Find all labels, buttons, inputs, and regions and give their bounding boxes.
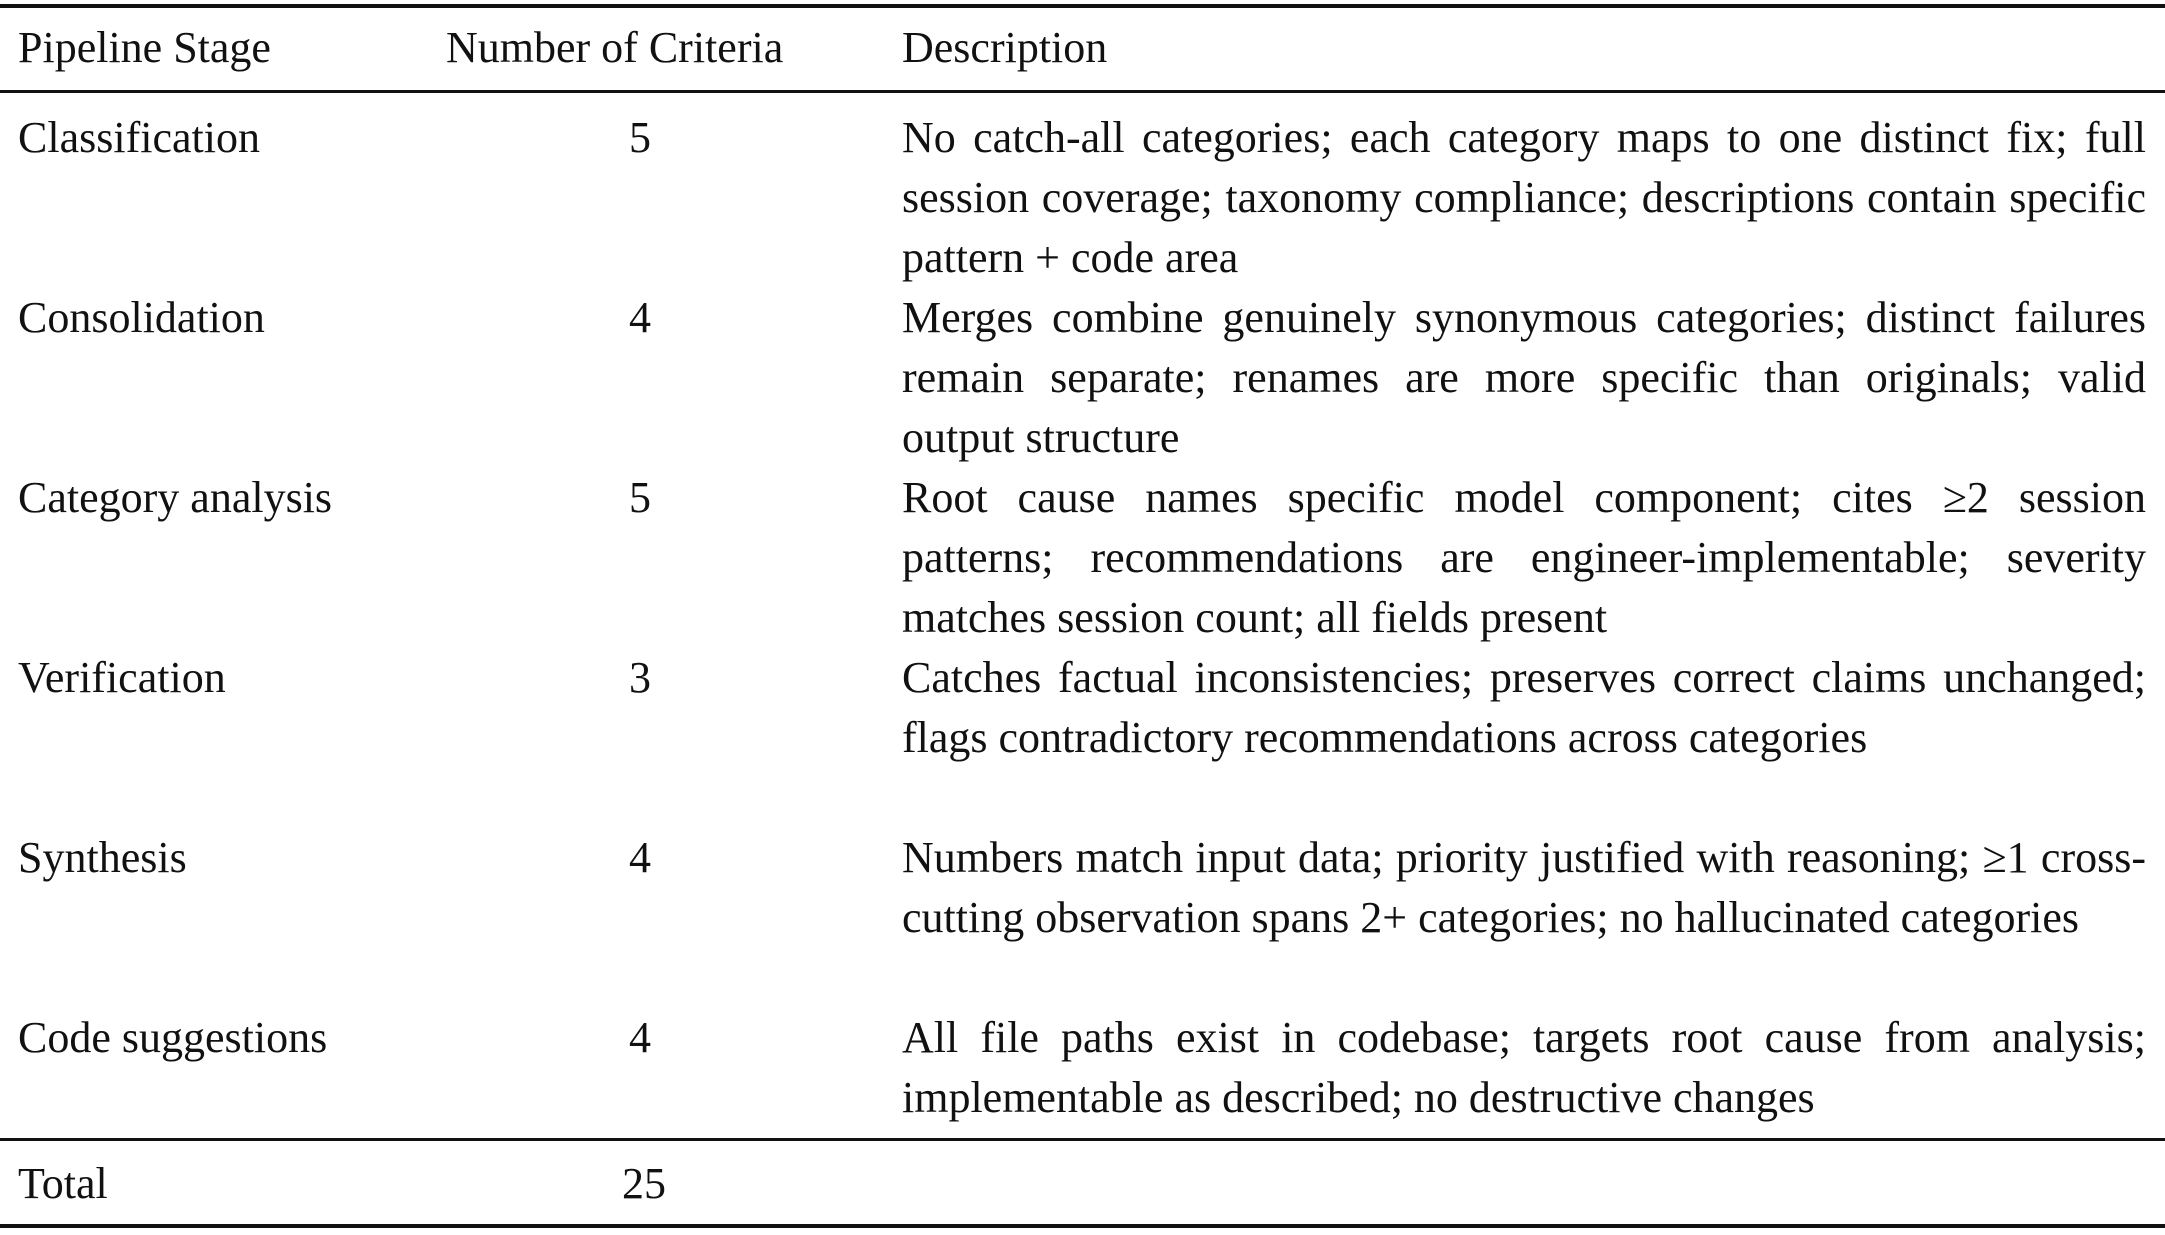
- header-rule: [0, 90, 2165, 93]
- stage-name: Classification: [18, 113, 260, 162]
- criteria-count: 5: [629, 113, 651, 162]
- criteria-count: 4: [629, 293, 651, 342]
- stage-description: Catches factual inconsistencies; preserves correct claims unchanged; flags contradictory recommendations across categories: [902, 653, 2146, 762]
- criteria-count: 5: [629, 473, 651, 522]
- stage-description: No catch-all categories; each category maps to one distinct fix; full session coverage; taxonomy compliance; descriptions contain specific pattern + code area: [902, 113, 2146, 282]
- stage-description: Root cause names specific model component; cites ≥2 session patterns; recommendations are engineer-implementable; severity matches session count; all fields present: [902, 473, 2146, 642]
- criteria-count: 4: [629, 833, 651, 882]
- top-rule: [0, 4, 2165, 8]
- total-label: Total: [18, 1159, 108, 1208]
- stage-description: Merges combine genuinely synonymous categories; distinct failures remain separate; renames are more specific than originals; valid output structure: [902, 293, 2146, 462]
- stage-description: All file paths exist in codebase; targets root cause from analysis; implementable as described; no destructive changes: [902, 1013, 2146, 1122]
- bottom-rule: [0, 1224, 2165, 1228]
- total-count: 25: [622, 1159, 666, 1208]
- stage-name: Consolidation: [18, 293, 265, 342]
- stage-name: Verification: [18, 653, 226, 702]
- stage-name: Synthesis: [18, 833, 187, 882]
- stage-name: Category analysis: [18, 473, 333, 522]
- stage-description: Numbers match input data; priority justified with reasoning; ≥1 cross-cutting observation spans 2+ categories; no hallucinated categories: [902, 833, 2146, 942]
- criteria-count: 4: [629, 1013, 651, 1062]
- stage-name: Code suggestions: [18, 1013, 328, 1062]
- total-rule: [0, 1138, 2165, 1141]
- header-number-of-criteria: Number of Criteria: [446, 23, 784, 72]
- header-description: Description: [902, 23, 1108, 72]
- header-pipeline-stage: Pipeline Stage: [18, 23, 271, 72]
- criteria-count: 3: [629, 653, 651, 702]
